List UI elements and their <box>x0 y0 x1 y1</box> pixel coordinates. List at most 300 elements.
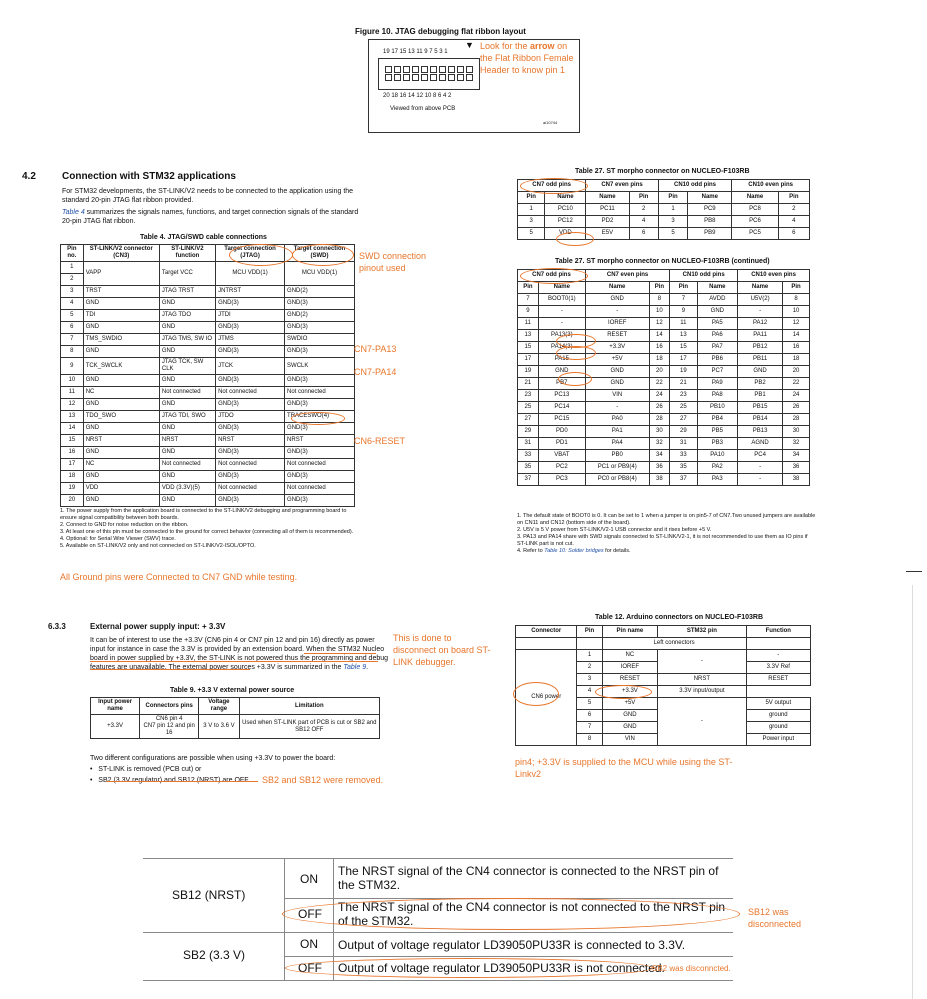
column-header: Name <box>732 192 778 204</box>
table-cell: 37 <box>670 474 697 486</box>
table-cell: 34 <box>783 450 810 462</box>
table-cell: NC <box>83 459 159 471</box>
table-cell: GND <box>159 375 215 387</box>
table-cell: PC3 <box>538 474 585 486</box>
table-cell: 13 <box>61 411 84 423</box>
table-cell: 12 <box>649 318 670 330</box>
table-row <box>518 474 810 486</box>
table-cell: JTDI <box>216 310 285 322</box>
table-cell: 28 <box>649 414 670 426</box>
table-cell: 5V output <box>746 698 810 710</box>
table12-header: Function <box>746 626 810 638</box>
table-cell: PB13 <box>738 426 783 438</box>
note-item: 2. Connect to GND for noise reduction on the ribbon. <box>60 522 189 528</box>
table-cell: PA12 <box>738 318 783 330</box>
table-cell: 13 <box>670 330 697 342</box>
table-cell: 16 <box>61 447 84 459</box>
table-cell: GND(3) <box>216 399 285 411</box>
table-cell: PC6 <box>732 216 778 228</box>
table-cell: 8 <box>577 734 602 746</box>
margin-line <box>906 571 922 572</box>
table-cell: 35 <box>670 462 697 474</box>
table-row <box>61 346 355 358</box>
table-cell: 36 <box>649 462 670 474</box>
section-paragraph-2: Table 4 summarizes the signals names, functions, and target connection signals of the standard 20-pin JTAG flat ribbon. <box>62 209 359 225</box>
table-cell: GND <box>83 471 159 483</box>
table-cell: GND <box>697 306 738 318</box>
table-cell: 19 <box>61 483 84 495</box>
table-cell: GND(3) <box>285 423 355 435</box>
table-cell: PA11 <box>738 330 783 342</box>
table-cell: GND <box>585 378 649 390</box>
table-cell: VAPP <box>83 262 159 286</box>
note-item: 2. U5V is 5 V power from ST-LINK/V2-1 USB connector and it rises before +5 V. <box>517 527 712 533</box>
group-header: CN10 odd pins <box>658 180 732 192</box>
table-row <box>61 375 355 387</box>
table-cell: GND <box>585 294 649 306</box>
pin-grid <box>384 65 479 81</box>
table-cell: - <box>585 306 649 318</box>
table-cell: PA5 <box>697 318 738 330</box>
page-edge <box>912 585 913 999</box>
swd-header-circle <box>292 244 354 266</box>
table-row <box>518 402 810 414</box>
table-cell: JTAG TCK, SW CLK <box>159 358 215 375</box>
table-cell: 1 <box>577 650 602 662</box>
table-cell: 10 <box>61 375 84 387</box>
table-cell: 11 <box>670 318 697 330</box>
table-cell: GND(3) <box>285 346 355 358</box>
table-cell: Not connected <box>216 459 285 471</box>
table-row <box>518 414 810 426</box>
table-row <box>518 318 810 330</box>
table-cell: TDO_SWO <box>83 411 159 423</box>
table-cell: GND(3) <box>285 447 355 459</box>
table-cell: 36 <box>783 462 810 474</box>
table-cell: VDD <box>83 483 159 495</box>
table-cell: 6 <box>629 228 658 240</box>
table-cell: Power input <box>746 734 810 746</box>
table-cell: PB2 <box>738 378 783 390</box>
table-cell: GND(3) <box>285 495 355 507</box>
table-cell: 37 <box>518 474 539 486</box>
table4 <box>60 244 355 507</box>
table-cell: MCU VDD(1) <box>285 262 355 286</box>
table-cell: PC14 <box>538 402 585 414</box>
table-cell: GND(3) <box>216 375 285 387</box>
table4-link[interactable]: Table 4 <box>62 209 85 216</box>
table-cell: E5V <box>586 228 629 240</box>
table-row <box>61 459 355 471</box>
table-cell: - <box>746 650 810 662</box>
table-cell: 8 <box>649 294 670 306</box>
table-cell: 23 <box>518 390 539 402</box>
table-cell: GND <box>83 346 159 358</box>
sb12-off-text: The NRST signal of the CN4 connector is not connected to the NRST pin of the STM32. <box>338 900 726 928</box>
table-cell: 6 <box>778 228 809 240</box>
table-cell: 2 <box>61 274 84 286</box>
sb12-on: ON <box>300 872 318 886</box>
table-cell: 7 <box>61 334 84 346</box>
table4-header: Target connection (SWD) <box>285 245 355 262</box>
table9 <box>90 697 380 739</box>
table-row <box>61 399 355 411</box>
table-row <box>518 306 810 318</box>
sb2-label: SB2 (3.3 V) <box>183 948 246 962</box>
table-cell: 38 <box>649 474 670 486</box>
sb-col1 <box>284 858 285 980</box>
table-cell: PA14(3) <box>538 342 585 354</box>
table-cell: 29 <box>518 426 539 438</box>
table-cell: SWDIO <box>285 334 355 346</box>
table-cell: PB6 <box>697 354 738 366</box>
table-cell: - <box>738 462 783 474</box>
table-cell: NRST <box>159 435 215 447</box>
column-header: Pin <box>518 282 539 294</box>
table-cell: GND(3) <box>216 423 285 435</box>
table-cell: 35 <box>518 462 539 474</box>
table-cell: 6 <box>61 322 84 334</box>
column-header: Pin <box>629 192 658 204</box>
table-cell: PB0 <box>585 450 649 462</box>
column-header: Name <box>538 282 585 294</box>
table-cell: PC7 <box>697 366 738 378</box>
table-cell: 17 <box>670 354 697 366</box>
table-row <box>518 426 810 438</box>
table-row <box>61 435 355 447</box>
table-cell: PB1 <box>738 390 783 402</box>
subheader-cell: Left connectors <box>602 638 746 650</box>
table-cell: PA4 <box>585 438 649 450</box>
group-header: CN7 even pins <box>586 180 658 192</box>
table27c-title: Table 27. ST morpho connector on NUCLEO-F103RB (continued) <box>555 258 770 265</box>
pa13-annotation: CN7-PA13 <box>354 344 397 354</box>
table-cell: GND(2) <box>285 286 355 298</box>
table-cell: PB3 <box>697 438 738 450</box>
section633-paragraph-2: Two different configurations are possible when using +3.3V to power the board: <box>90 755 336 762</box>
table-cell: GND(3) <box>285 322 355 334</box>
table-cell: MCU VDD(1) <box>216 262 285 286</box>
table-cell: 23 <box>670 390 697 402</box>
top-pin-numbers: 19 17 15 13 11 9 7 5 3 1 <box>383 49 448 55</box>
table-row <box>518 390 810 402</box>
table-cell: 12 <box>61 399 84 411</box>
sb2-off-text: Output of voltage regulator LD39050PU33R is not connected. <box>338 961 665 975</box>
sb2-on: ON <box>300 937 318 951</box>
table27-notes <box>517 513 817 555</box>
table9-header: Input power name <box>91 698 140 715</box>
table-cell: PC4 <box>738 450 783 462</box>
sb-row-sep-2 <box>284 956 733 957</box>
table-cell: - <box>658 698 746 746</box>
column-header: Pin <box>649 282 670 294</box>
table-cell: GND(3) <box>285 375 355 387</box>
table-row <box>516 650 811 662</box>
table-cell: PB15 <box>738 402 783 414</box>
table-cell: NC <box>83 387 159 399</box>
sb-table-bottom <box>143 980 733 981</box>
group-header: CN7 odd pins <box>518 270 586 282</box>
sb12-off: OFF <box>298 907 322 921</box>
table-cell: 6 <box>577 710 602 722</box>
table-cell: PD2 <box>586 216 629 228</box>
table-cell: 5 <box>658 228 688 240</box>
reset-annotation: CN6-RESET <box>354 436 406 446</box>
table-cell: VIN <box>602 734 658 746</box>
table-cell: 17 <box>61 459 84 471</box>
table-cell: PB14 <box>738 414 783 426</box>
table-cell: 7 <box>670 294 697 306</box>
table-cell: VDD (3.3V)(5) <box>159 483 215 495</box>
table-cell: PB12 <box>738 342 783 354</box>
table-cell: 1 <box>518 204 545 216</box>
table-cell: 3 <box>577 674 602 686</box>
pa14-annotation: CN7-PA14 <box>354 367 397 377</box>
table-cell: 26 <box>783 402 810 414</box>
table-cell: PA2 <box>697 462 738 474</box>
table-cell: 2 <box>778 204 809 216</box>
table-cell: Target VCC <box>159 262 215 286</box>
column-header: Name <box>545 192 586 204</box>
note-item: 3. PA13 and PA14 share with SWD signals connected to ST-LINK/V2-1, it is not recommended to use them as IO pins if ST-LINK part is not cut. <box>517 534 808 547</box>
table-cell: 3 <box>518 216 545 228</box>
table-cell: 24 <box>783 390 810 402</box>
table-cell: AGND <box>738 438 783 450</box>
table-cell: PB7 <box>538 378 585 390</box>
table-cell: RESET <box>602 674 658 686</box>
table-cell: GND(3) <box>285 298 355 310</box>
pin1-arrow-icon: ▼ <box>465 40 474 50</box>
table-cell: 19 <box>670 366 697 378</box>
cn6-circle <box>513 682 559 706</box>
table-cell: 4 <box>61 298 84 310</box>
table-cell: GND(3) <box>216 298 285 310</box>
table-row <box>61 495 355 507</box>
ribbon-header <box>378 58 480 90</box>
table-cell: VBAT <box>538 450 585 462</box>
disconnect-annotation: This is done to disconnect on board ST-LINK debugger. <box>393 633 491 667</box>
table-cell: - <box>538 306 585 318</box>
table-cell: - <box>658 650 746 674</box>
sb12-off-circle <box>282 898 740 930</box>
table-cell: Not connected <box>285 483 355 495</box>
sb2-off-circle <box>285 958 653 978</box>
solder-bridges-link[interactable]: Table 10: Solder bridges <box>544 548 604 554</box>
table-cell: Used when ST-LINK part of PCB is cut or SB2 and SB12 OFF <box>239 715 379 739</box>
table-cell: 33 <box>670 450 697 462</box>
table-cell: GND(3) <box>216 471 285 483</box>
table-cell: +3.3V <box>602 686 658 698</box>
table-cell: 5 <box>577 698 602 710</box>
table-cell: 3.3V input/output <box>658 686 746 698</box>
table-cell: GND <box>159 399 215 411</box>
note-item: 1. The default state of BOOT0 is 0. It can be set to 1 when a jumper is on pin5-7 of CN7.Two unused jumpers are available on CN11 and CN12 (bottom side of the board). <box>517 513 816 526</box>
table4-header: Target connection (JTAG) <box>216 245 285 262</box>
table-cell: GND <box>159 322 215 334</box>
table-cell: PA6 <box>697 330 738 342</box>
table-cell: 24 <box>649 390 670 402</box>
table-cell: PC2 <box>538 462 585 474</box>
table9-header: Limitation <box>239 698 379 715</box>
table-cell: JTAG TDI, SWO <box>159 411 215 423</box>
table-cell: Not connected <box>159 387 215 399</box>
table-cell: +5V <box>585 354 649 366</box>
table-cell: PA8 <box>697 390 738 402</box>
table-cell: 15 <box>670 342 697 354</box>
table-cell: 30 <box>649 426 670 438</box>
sb2-off: OFF <box>298 961 322 975</box>
table-row <box>518 216 810 228</box>
table-cell: JTDO <box>216 411 285 423</box>
ground-annotation: All Ground pins were Connected to CN7 GND while testing. <box>60 572 298 582</box>
group-header: CN7 odd pins <box>518 180 586 192</box>
sb12-disc-annotation: SB12 was disconnected <box>748 907 802 929</box>
table27-title: Table 27. ST morpho connector on NUCLEO-F103RB <box>575 168 750 175</box>
table-cell: GND <box>83 399 159 411</box>
table-cell: 34 <box>649 450 670 462</box>
table-cell: 15 <box>518 342 539 354</box>
table-cell: 2 <box>577 662 602 674</box>
table-cell: PB8 <box>688 216 732 228</box>
table-cell: 13 <box>518 330 539 342</box>
table-cell: PC11 <box>586 204 629 216</box>
table-cell: NRST <box>285 435 355 447</box>
sb-removed-annotation: SB2 and SB12 were removed. <box>262 775 384 785</box>
table-row <box>518 438 810 450</box>
table-cell: 7 <box>518 294 539 306</box>
sb12-label: SB12 (NRST) <box>172 888 246 902</box>
table-row <box>61 471 355 483</box>
table-cell: 27 <box>670 414 697 426</box>
table-cell: PA10 <box>697 450 738 462</box>
table-cell: PC1 or PB9(4) <box>585 462 649 474</box>
table-cell: 5 <box>61 310 84 322</box>
pin4-annotation: pin4; +3.3V is supplied to the MCU while using the ST-Linkv2 <box>515 757 733 779</box>
underline-1 <box>304 653 376 654</box>
table-cell: 16 <box>783 342 810 354</box>
table-cell: GND <box>83 322 159 334</box>
table-cell: +3.3V <box>91 715 140 739</box>
table-cell: PA3 <box>697 474 738 486</box>
table12-header: STM32 pin <box>658 626 746 638</box>
figure10-title: Figure 10. JTAG debugging flat ribbon layout <box>355 27 526 36</box>
table-cell: GND <box>83 447 159 459</box>
table-cell: Not connected <box>159 459 215 471</box>
sb-table-mid <box>143 932 733 933</box>
table-cell: 33 <box>518 450 539 462</box>
table-cell: 21 <box>670 378 697 390</box>
table-cell: JTCK <box>216 358 285 375</box>
table-cell: PC10 <box>545 204 586 216</box>
table4-header: ST-LINK/V2 function <box>159 245 215 262</box>
table9-link[interactable]: Table 9 <box>343 664 367 671</box>
table-cell: GND(2) <box>285 310 355 322</box>
table-cell: 14 <box>61 423 84 435</box>
cn7-odd-circle <box>520 178 588 194</box>
column-header: Name <box>585 282 649 294</box>
table-cell: PB10 <box>697 402 738 414</box>
table-cell: GND <box>538 366 585 378</box>
table-cell: BOOT0(1) <box>538 294 585 306</box>
table-cell: PA7 <box>697 342 738 354</box>
table-cell: +3.3V <box>585 342 649 354</box>
table-row <box>61 310 355 322</box>
table-cell: 4 <box>629 216 658 228</box>
table-cell: NC <box>602 650 658 662</box>
table-cell: 10 <box>783 306 810 318</box>
table-row <box>61 322 355 334</box>
table4-notes <box>60 508 360 550</box>
table-cell: JNTRST <box>216 286 285 298</box>
table-row <box>61 483 355 495</box>
table-cell: 26 <box>649 402 670 414</box>
column-header: Name <box>738 282 783 294</box>
table-cell: GND(3) <box>285 399 355 411</box>
table-cell: 31 <box>518 438 539 450</box>
table-cell: 8 <box>61 346 84 358</box>
table-cell: GND <box>159 447 215 459</box>
sb2-disc-annotation: SB2 was disconncted. <box>652 964 731 973</box>
table-cell: GND <box>602 722 658 734</box>
table-cell: 17 <box>518 354 539 366</box>
table-cell: Not connected <box>285 459 355 471</box>
table-cell: RESET <box>746 674 810 686</box>
group-header: CN10 even pins <box>732 180 810 192</box>
pa14-circle <box>556 346 596 360</box>
table-cell: PB11 <box>738 354 783 366</box>
table-cell: TRACESWO(4) <box>285 411 355 423</box>
column-header: Pin <box>518 192 545 204</box>
column-header: Pin <box>778 192 809 204</box>
table-cell: 18 <box>649 354 670 366</box>
table-row <box>61 358 355 375</box>
group-header: CN10 odd pins <box>670 270 738 282</box>
table-cell: PB9 <box>688 228 732 240</box>
cn7-odd-circle-2 <box>520 268 588 284</box>
plus33v-circle <box>595 685 652 699</box>
table-cell: 3.3V Ref <box>746 662 810 674</box>
table-cell: 3 <box>61 286 84 298</box>
table-cell: TCK_SWCLK <box>83 358 159 375</box>
bottom-pin-numbers: 20 18 16 14 12 10 8 6 4 2 <box>383 93 452 99</box>
table-cell: TRST <box>83 286 159 298</box>
table-cell: GND <box>585 366 649 378</box>
note-item: 4. Optional: for Serial Wire Viewer (SWV) trace. <box>60 536 176 542</box>
table-cell: 25 <box>670 402 697 414</box>
table-cell: GND(3) <box>216 322 285 334</box>
table-cell: 8 <box>783 294 810 306</box>
column-header: Name <box>697 282 738 294</box>
sb12-on-text: The NRST signal of the CN4 connector is connected to the NRST pin of the STM32. <box>338 864 719 892</box>
table-cell: IOREF <box>602 662 658 674</box>
table-cell: PC0 or PB8(4) <box>585 474 649 486</box>
table-cell: 14 <box>783 330 810 342</box>
table4-title: Table 4. JTAG/SWD cable connections <box>140 234 267 241</box>
table-cell: 4 <box>778 216 809 228</box>
table-cell: - <box>738 474 783 486</box>
subheader-row <box>516 638 811 650</box>
table4-header: Pin no. <box>61 245 84 262</box>
table-row <box>61 387 355 399</box>
table-cell: GND <box>83 375 159 387</box>
table-cell: PC13 <box>538 390 585 402</box>
table-cell: Not connected <box>216 387 285 399</box>
table-cell: 16 <box>649 342 670 354</box>
figure10-code: ai10744 <box>543 120 558 125</box>
table-cell: PD1 <box>538 438 585 450</box>
table-cell: 32 <box>649 438 670 450</box>
table-cell: 15 <box>61 435 84 447</box>
